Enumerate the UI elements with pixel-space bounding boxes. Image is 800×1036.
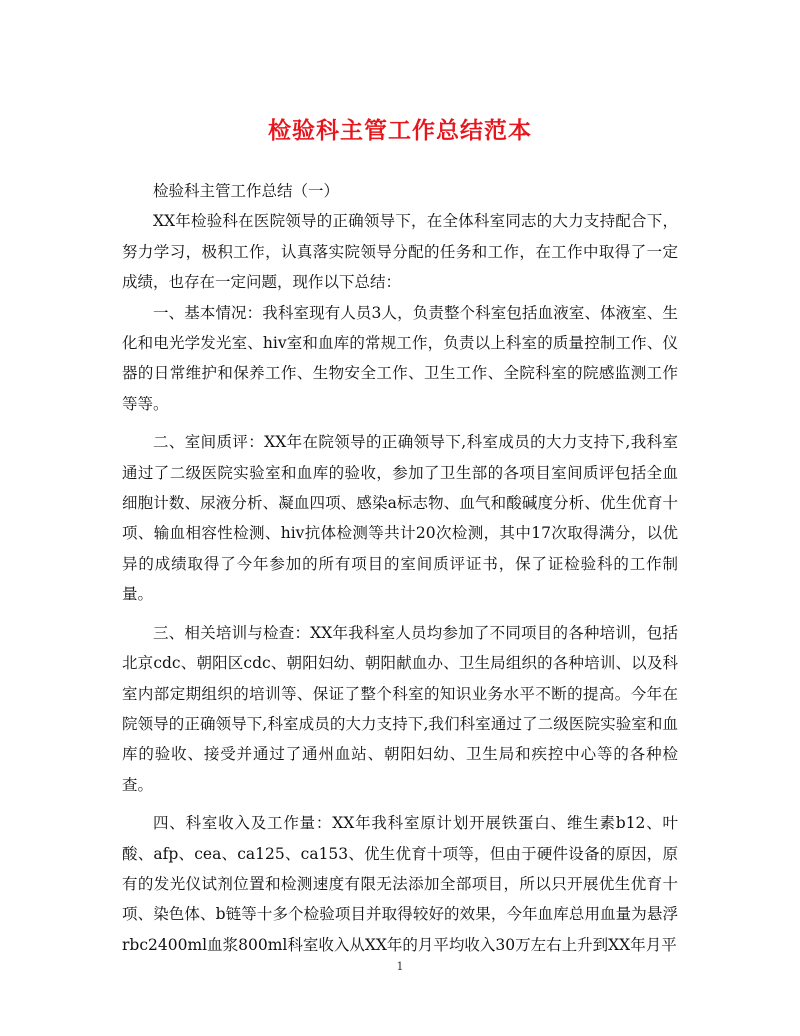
paragraph-intro: XX年检验科在医院领导的正确领导下，在全体科室同志的大力支持配合下，努力学习，极积工作，认真落实院领导分配的任务和工作，在工作中取得了一定成绩，也存在一定问题，现作以下总结：	[122, 212, 678, 292]
paragraph-quality-assessment: 二、室间质评：XX年在院领导的正确领导下,科室成员的大力支持下,我科室通过了二级医院实验室和血库的验收，参加了卫生部的各项目室间质评包括全血细胞计数、尿液分析、凝血四项、感染a标志物、血气和酸碱度分析、优生优育十项、输血相容性检测、hiv抗体检测等共计20次检测，其中17次取得满分，以优异的成绩取得了今年参加的所有项目的室间质评证书，保了证检验科的工作制量。	[122, 433, 678, 604]
paragraph-income-workload: 四、科室收入及工作量：XX年我科室原计划开展铁蛋白、维生素b12、叶酸、afp、cea、ca125、ca153、优生优育十项等，但由于硬件设备的原因，原有的发光仪试剂位置和检测速度有限无法添加全部项目，所以只开展优生优育十项、染色体、b链等十多个检验项目并取得较好的效果，今年血库总用血量为悬浮rbc2400ml血浆800ml科室收入从XX年的月平均收入30万左右上升到XX年月平	[122, 814, 678, 954]
paragraph-basic-info: 一、基本情况：我科室现有人员3人，负责整个科室包括血液室、体液室、生化和电光学发光室、hiv室和血库的常规工作，负责以上科室的质量控制工作、仪器的日常维护和保养工作、生物安全工作、卫生工作、全院科室的院感监测工作等等。	[122, 303, 678, 413]
document-title: 检验科主管工作总结范本	[268, 117, 532, 144]
document-body	[122, 176, 678, 960]
paragraph-training-inspection: 三、相关培训与检查：XX年我科室人员均参加了不同项目的各种培训，包括北京cdc、朝阳区cdc、朝阳妇幼、朝阳献血办、卫生局组织的各种培训、以及科室内部定期组织的培训等、保证了整个科室的知识业务水平不断的提高。今年在院领导的正确领导下,科室成员的大力支持下,我们科室通过了二级医院实验室和血库的验收、接受并通过了通州血站、朝阳妇幼、卫生局和疾控中心等的各种检查。	[122, 623, 678, 794]
page-number: 1	[396, 960, 404, 973]
section-heading: 检验科主管工作总结（一）	[153, 182, 340, 200]
